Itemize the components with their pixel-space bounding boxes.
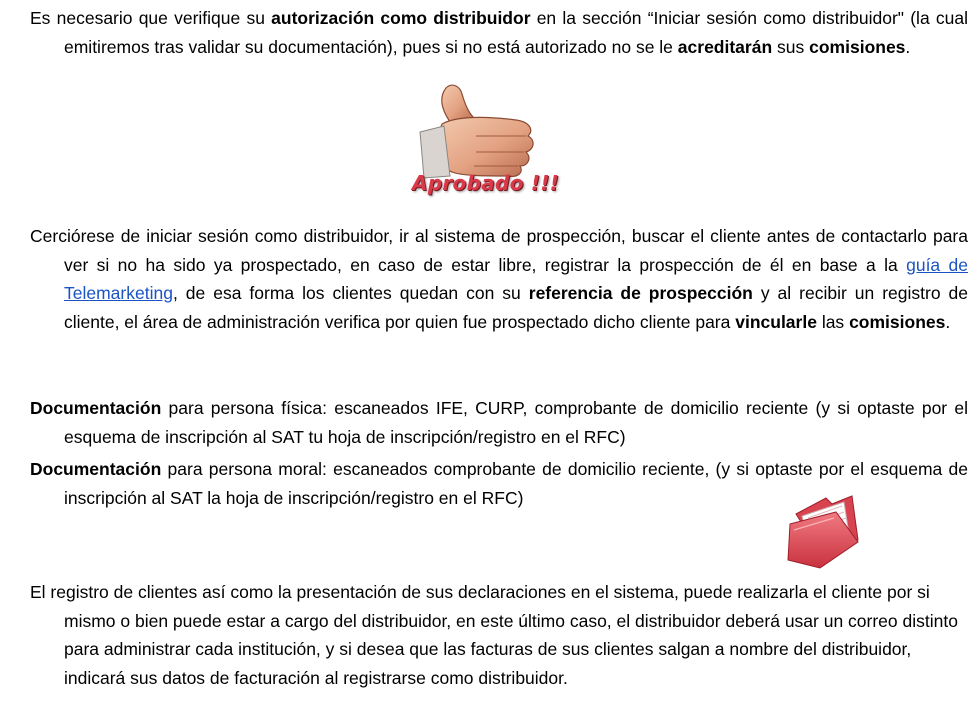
- text-run: .: [905, 36, 911, 57]
- text-run: .: [945, 311, 951, 332]
- bold-commissions: comisiones: [849, 311, 946, 332]
- text-run: Es necesario que verifique su: [30, 8, 272, 28]
- paragraph-client-registration: [30, 578, 968, 692]
- text-run: sus: [772, 36, 810, 57]
- bold-authorization: autorización como distribuidor: [271, 8, 531, 28]
- text-run: Cerciórese de iniciar sesión como distribuidor, ir al sistema de prospección, buscar el cliente antes de contactarlo para ver si no ha sido ya prospectado, en caso de estar libre, registrar la prospección de él en base a la: [30, 226, 968, 275]
- text-run: para persona moral: escaneados comprobante de domicilio reciente, (y si optaste por el esquema de inscripción al SAT la hoja de inscripción/registro en el RFC): [64, 459, 968, 508]
- bold-link-to: vincularle: [735, 311, 817, 332]
- bold-commissions: comisiones: [809, 36, 906, 57]
- text-run: para persona física: escaneados IFE, CURP, comprobante de domicilio reciente (y si optaste por el esquema de inscripción al SAT tu hoja de inscripción/registro en el RFC): [64, 398, 968, 447]
- approved-badge-label: Aprobado !!!: [412, 171, 560, 195]
- bold-prospection-reference: referencia de prospección: [528, 283, 753, 303]
- paragraph-prospection: [30, 222, 968, 336]
- telemarketing-guide-link[interactable]: guía de Telemarketing: [64, 254, 968, 303]
- text-run: El registro de clientes así como la presentación de sus declaraciones en el sistema, puede realizarla el cliente por si mismo o bien puede estar a cargo del distribuidor, en este último caso, el distribuidor deberá usar un correo distinto para administrar cada institución, y si desea que las facturas de sus clientes salgan a nombre del distribuidor, indicará sus datos de facturación al registrarse como distribuidor.: [30, 582, 958, 688]
- text-run: las: [816, 311, 850, 332]
- text-run: y al recibir un registro de cliente, el área de administración verifica por quien fue prospectado dicho cliente para: [64, 283, 968, 332]
- text-run: , de esa forma los clientes quedan con su: [172, 283, 529, 303]
- text-run: en la sección “Iniciar sesión como distribuidor" (la cual emitiremos tras validar su documentación), pues si no está autorizado no se le: [64, 8, 968, 57]
- bold-documentation: Documentación: [30, 459, 162, 479]
- paragraph-docs-individual: [30, 394, 968, 451]
- folder-icon: [786, 496, 862, 570]
- paragraph-authorization: [30, 4, 968, 61]
- bold-credit: acreditarán: [677, 36, 773, 57]
- bold-documentation: Documentación: [30, 398, 162, 418]
